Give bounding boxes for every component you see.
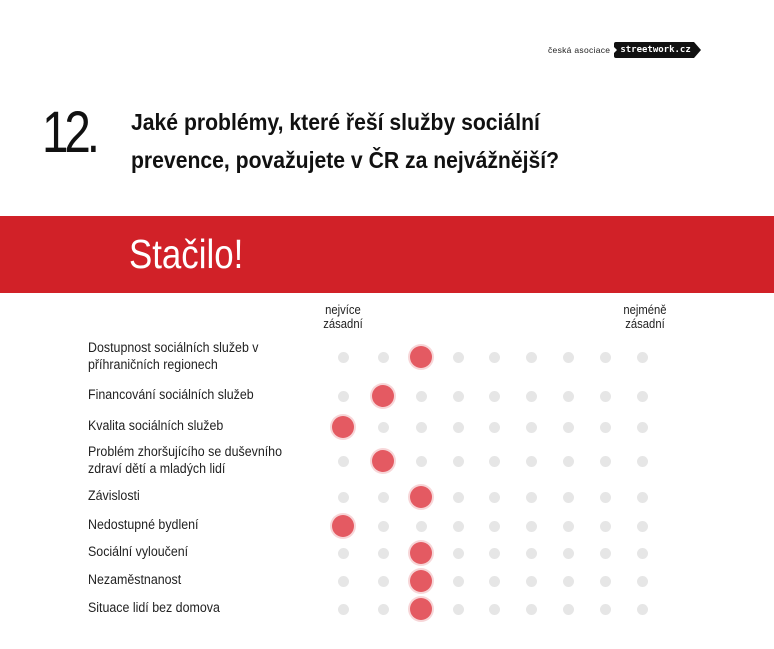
ranking-dot bbox=[489, 576, 500, 587]
ranking-dot bbox=[526, 391, 537, 402]
ranking-dot bbox=[637, 492, 648, 503]
ranking-dot bbox=[453, 456, 464, 467]
ranking-dot bbox=[489, 604, 500, 615]
question-text: Jaké problémy, které řeší služby sociální prevence, považujete v ČR za nejvážnější? bbox=[131, 109, 560, 173]
ranking-dot bbox=[453, 604, 464, 615]
ranking-row-label-line: Nedostupné bydlení bbox=[88, 517, 199, 533]
ranking-dot bbox=[416, 521, 427, 532]
ranking-row-label bbox=[88, 386, 254, 404]
ranking-dot bbox=[489, 391, 500, 402]
ranking-row-label-line: příhraničních regionech bbox=[88, 357, 218, 372]
ranking-row-label bbox=[88, 571, 181, 589]
ranking-dot bbox=[526, 422, 537, 433]
ranking-dot bbox=[600, 492, 611, 503]
ranking-dot bbox=[416, 391, 427, 402]
ranking-dot bbox=[563, 548, 574, 559]
ranking-dot bbox=[489, 456, 500, 467]
ranking-dot bbox=[637, 352, 648, 363]
ranking-dot-selected bbox=[410, 598, 432, 620]
ranking-dot bbox=[338, 576, 349, 587]
ranking-dot bbox=[489, 422, 500, 433]
ranking-dot bbox=[563, 576, 574, 587]
scale-high-label: nejvíce zásadní bbox=[323, 303, 363, 331]
ranking-dot bbox=[563, 456, 574, 467]
ranking-dot bbox=[453, 548, 464, 559]
brand-logo-text: streetwork.cz bbox=[614, 42, 693, 58]
ranking-row-label bbox=[88, 339, 259, 374]
ranking-row-label bbox=[88, 417, 223, 435]
ranking-dot bbox=[338, 456, 349, 467]
ranking-dot bbox=[637, 604, 648, 615]
ranking-dot bbox=[563, 391, 574, 402]
ranking-dot bbox=[453, 521, 464, 532]
ranking-row-label-line: Kvalita sociálních služeb bbox=[88, 418, 224, 434]
ranking-dot bbox=[338, 548, 349, 559]
ranking-dot bbox=[600, 604, 611, 615]
ranking-dot bbox=[637, 422, 648, 433]
ranking-dot bbox=[338, 604, 349, 615]
ranking-dot-selected bbox=[332, 515, 354, 537]
ranking-dot bbox=[637, 521, 648, 532]
ranking-dot bbox=[600, 422, 611, 433]
ranking-dot-selected bbox=[332, 416, 354, 438]
ranking-dot bbox=[378, 422, 389, 433]
ranking-dot bbox=[378, 492, 389, 503]
ranking-dot bbox=[600, 391, 611, 402]
ranking-row-label-line: Dostupnost sociálních služeb v bbox=[88, 339, 259, 355]
ranking-row-label-line: Sociální vyloučení bbox=[88, 544, 189, 560]
ranking-dot-selected bbox=[372, 385, 394, 407]
brand-prefix: česká asociace bbox=[548, 45, 611, 55]
ranking-dot bbox=[489, 548, 500, 559]
ranking-dot-selected bbox=[410, 570, 432, 592]
ranking-dot bbox=[526, 492, 537, 503]
ranking-dot bbox=[563, 422, 574, 433]
ranking-dot bbox=[526, 521, 537, 532]
ranking-dot bbox=[489, 352, 500, 363]
ranking-dot-selected bbox=[410, 542, 432, 564]
ranking-dot bbox=[526, 576, 537, 587]
ranking-dot-selected bbox=[410, 486, 432, 508]
ranking-row-label-line: Nezaměstnanost bbox=[88, 572, 182, 588]
ranking-dot bbox=[416, 422, 427, 433]
question-number: 12. bbox=[42, 100, 96, 165]
ranking-dot bbox=[378, 604, 389, 615]
answer-title: Stačilo! bbox=[129, 231, 244, 277]
ranking-dot bbox=[563, 352, 574, 363]
ranking-row-label bbox=[88, 543, 188, 561]
ranking-dot bbox=[600, 548, 611, 559]
ranking-dot bbox=[453, 492, 464, 503]
ranking-dot bbox=[600, 352, 611, 363]
ranking-dot bbox=[453, 576, 464, 587]
ranking-dot bbox=[489, 492, 500, 503]
ranking-dot bbox=[526, 604, 537, 615]
ranking-dot bbox=[637, 576, 648, 587]
ranking-dot bbox=[600, 521, 611, 532]
ranking-dot bbox=[526, 456, 537, 467]
ranking-dot bbox=[453, 352, 464, 363]
ranking-row-label-line: Financování sociálních služeb bbox=[88, 387, 254, 403]
ranking-dot bbox=[453, 391, 464, 402]
ranking-dot bbox=[563, 521, 574, 532]
ranking-dot-selected bbox=[410, 346, 432, 368]
ranking-dot bbox=[338, 391, 349, 402]
ranking-dot bbox=[489, 521, 500, 532]
ranking-dot bbox=[637, 391, 648, 402]
ranking-dot bbox=[338, 352, 349, 363]
ranking-dot bbox=[338, 492, 349, 503]
ranking-dot bbox=[637, 456, 648, 467]
ranking-row-label-line: Situace lidí bez domova bbox=[88, 600, 220, 616]
ranking-dot bbox=[600, 456, 611, 467]
ranking-row-label bbox=[88, 599, 220, 617]
scale-low-label: nejméně zásadní bbox=[623, 303, 667, 331]
ranking-dot bbox=[563, 604, 574, 615]
ranking-row-label bbox=[88, 516, 198, 534]
ranking-dot bbox=[378, 521, 389, 532]
ranking-dot-selected bbox=[372, 450, 394, 472]
ranking-dot bbox=[378, 548, 389, 559]
ranking-row-label-line: Problém zhoršujícího se duševního bbox=[88, 443, 283, 459]
ranking-row-label-line: Závislosti bbox=[88, 488, 140, 504]
ranking-dot bbox=[453, 422, 464, 433]
ranking-dot bbox=[637, 548, 648, 559]
ranking-dot bbox=[416, 456, 427, 467]
ranking-dot bbox=[526, 548, 537, 559]
ranking-row-label bbox=[88, 487, 140, 505]
ranking-dot bbox=[378, 576, 389, 587]
ranking-dot bbox=[378, 352, 389, 363]
ranking-dot bbox=[600, 576, 611, 587]
ranking-row-label-line: zdraví dětí a mladých lidí bbox=[88, 461, 226, 476]
ranking-dot bbox=[563, 492, 574, 503]
ranking-dot bbox=[526, 352, 537, 363]
ranking-row-label bbox=[88, 443, 282, 478]
